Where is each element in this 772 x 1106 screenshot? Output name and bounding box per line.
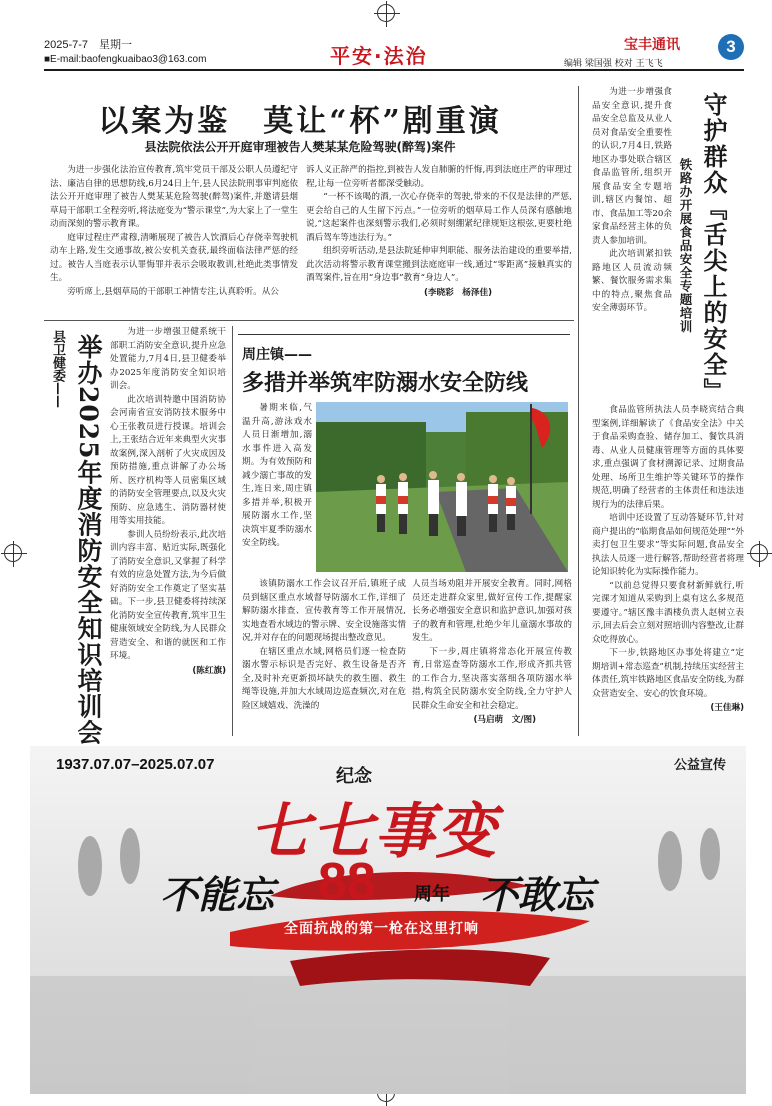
column-divider bbox=[232, 326, 233, 736]
article3-title: 守护群众『舌尖上的安全』 bbox=[699, 92, 728, 404]
page-header bbox=[44, 32, 744, 68]
article1-author: (李晓彩 杨泽佳) bbox=[423, 287, 492, 298]
banner-right-slogan: 不敢忘 bbox=[480, 872, 595, 917]
riverside-group-photo bbox=[316, 402, 568, 572]
column-divider bbox=[578, 86, 579, 736]
article3-author: (王佳琳) bbox=[710, 703, 744, 713]
issue-date: 2025-7-7 星期一 bbox=[44, 39, 133, 51]
paragraph: 为进一步增强食品安全意识,提升食品安全总监及从业人员对食品安全重要性的认识,7月4日,铁路地区办事处联合辖区食品监管所,组织开展食品安全专题培训,辖区内餐馆、超市、食品加工等20余家食品经营主体的负责人参加培训。 bbox=[592, 87, 672, 246]
paragraph: 该镇防溺水工作会议召开后,镇班子成员到辖区重点水域督导防溺水工作,详细了解防溺水排查、宣传教育等工作开展情况,实地查看水域边的警示牌、安全设施落实情况,并对存在的问题现场提出整改意见。 bbox=[242, 579, 406, 643]
paragraph: 在辖区重点水域,网格员们逐一检查防溺水警示标识是否完好、救生设备是否齐全,及时补充更新损坏缺失的救生圈、救生绳等设施,并加大水域周边巡查频次,对在危险区域嬉戏、洗澡的 bbox=[242, 646, 406, 711]
registration-mark-right bbox=[750, 544, 768, 562]
banner-left-slogan: 不能忘 bbox=[160, 872, 275, 917]
article3-column-top bbox=[592, 86, 672, 316]
paragraph: 参训人员纷纷表示,此次培训内容丰富、贴近实际,既强化了消防安全意识,又掌握了科学有效的应急处置方法,为今后做好消防安全工作奠定了坚实基础。下一步,县卫健委将持续深化消防安全宣传教育,筑牢卫生健康领域安全防线,为人民群众营造安全、和谐的就医和工作环境。 bbox=[110, 529, 226, 661]
article2-title: 多措并举筑牢防溺水安全防线 bbox=[242, 371, 529, 396]
editor-credits: 编辑 梁国强 校对 王飞飞 bbox=[564, 59, 663, 69]
article1-subtitle: 县法院依法公开开庭审理被告人樊某某危险驾驶(醉驾)案件 bbox=[144, 140, 456, 154]
article2-author: (马启萌 文/图) bbox=[473, 715, 536, 725]
paragraph: 人员当场劝阻并开展安全教育。同时,网格员还走进群众家里,做好宣传工作,提醒家长务必增强安全意识和监护意识,加强对孩子的教育和管理,杜绝少年儿童溺水事故的发生。 bbox=[412, 579, 572, 643]
article1-column-2 bbox=[306, 164, 572, 298]
paragraph: 下一步,铁路地区办事处将建立“定期培训+常态巡查”机制,持续压实经营主体责任,筑牢铁路地区食品安全防线,为群众营造安全、安心的饮食环境。 bbox=[592, 648, 744, 699]
article4-kicker: 县卫健委—— bbox=[50, 330, 65, 408]
paper-name: 宝丰通讯 bbox=[624, 37, 680, 53]
article2-wrap-column bbox=[242, 402, 312, 551]
banner-ribbon-text: 全面抗战的第一枪在这里打响 bbox=[284, 921, 479, 937]
article1-title: 以案为鉴 莫让“杯”剧重演 bbox=[98, 104, 502, 139]
banner-label: 公益宣传 bbox=[673, 758, 726, 773]
registration-mark-top bbox=[377, 4, 395, 22]
paragraph: “以前总觉得只要食材新鲜就行,听完课才知道从采购到上桌有这么多规范要遵守。”辖区豫丰酒楼负责人赵树立表示,回去后会立刻对照培训内容整改,让群众吃得放心。 bbox=[592, 580, 744, 645]
article1-column-1 bbox=[50, 164, 298, 299]
banner-years: 88 bbox=[318, 853, 376, 911]
paragraph: 此次培训紧扣铁路地区人员流动频繁、餐饮服务需求集中的特点,聚焦食品安全薄弱环节。 bbox=[592, 249, 672, 313]
paragraph: 暑期来临,气温升高,游泳戏水人员日渐增加,溺水事件进入高发期。为有效预防和减少溺亡事故的发生,连日来,周庄镇多措并举,积极开展防溺水工作,坚决筑牢夏季防溺水安全防线。 bbox=[242, 403, 312, 548]
paragraph: 为进一步强化法治宣传教育,筑牢党员干部及公职人员遵纪守法、廉洁自律的思想防线,6月24日上午,县人民法院刑事审判庭依法公开开庭审理了被告人樊某某危险驾驶(醉驾)案件,并邀请县烟草局干部职工全程旁听,将法庭变为“警示课堂”,为大家上了一堂生动而深刻的警示教育课。 bbox=[50, 165, 298, 229]
paragraph: 旁听席上,县烟草局的干部职工神情专注,认真聆听。从公 bbox=[67, 286, 279, 297]
paragraph: 此次培训特邀中国消防协会河南省宣安消防技术服务中心王张教员进行授课。培训会上,王张结合近年来典型火灾事故案例,深入剖析了火灾成因及预防措施,重点讲解了办公场所、医疗机构等人员密集区域的消防安全管理要点,以及火灾预防、应急逃生、消防器材使用等实用技能。 bbox=[110, 394, 226, 526]
paragraph: 组织旁听活动,是县法院延伸审判职能、服务法治建设的重要举措,此次活动将警示教育课堂搬到法庭庭审一线,通过“零距离”接触真实的酒驾案件,旨在用“身边事”教育“身边人”。 bbox=[306, 246, 572, 283]
article3-subtitle: 铁路办开展食品安全专题培训 bbox=[678, 158, 693, 334]
paragraph: “一杯不该喝的酒,一次心存侥幸的驾驶,带来的不仅是法律的严惩,更会给自己的人生留下污点。”一位旁听的烟草局工作人员深有感触地说,“这起案件也深刻警示我们,必须时刻绷紧纪律规矩这根弦,更要杜绝酒后驾车等违法行为。” bbox=[306, 192, 572, 243]
article2-column-b bbox=[412, 578, 572, 725]
paragraph: 为进一步增强卫健系统干部职工消防安全意识,提升应急处置能力,7月4日,县卫健委举办2025年度消防安全知识培训会。 bbox=[110, 327, 226, 391]
article4-title: 举办2025年度消防安全知识培训会 bbox=[74, 334, 103, 746]
header-rule bbox=[44, 69, 744, 71]
paragraph: 下一步,周庄镇将常态化开展宣传教育,日常巡查等防溺水工作,形成齐抓共管的工作合力,坚决落实落细各项防溺水举措,构筑全民防溺水安全防线,全力守护人民群众生命安全和社会稳定。 bbox=[412, 646, 572, 711]
registration-mark-left bbox=[4, 544, 22, 562]
page-number: 3 bbox=[718, 34, 744, 60]
banner-years-unit: 周年 bbox=[414, 884, 450, 905]
banner-dates: 1937.07.07–2025.07.07 bbox=[56, 756, 215, 773]
article2-column-a bbox=[242, 578, 406, 713]
article3-column-bottom bbox=[592, 404, 744, 713]
contact-email: ■E-mail:baofengkuaibao3@163.com bbox=[44, 54, 207, 65]
section-title: 平安·法治 bbox=[330, 44, 428, 68]
article2-photo bbox=[316, 402, 568, 572]
commemoration-banner bbox=[30, 746, 746, 1094]
paragraph: 诉人义正辞严的指控,到被告人发自肺腑的忏悔,再到法庭庄严的审理过程,让每一位旁听者都深受触动。 bbox=[306, 165, 572, 189]
paragraph: 食品监管所执法人员李晓宾结合典型案例,详细解读了《食品安全法》中关于食品采购查验、储存加工、餐饮具消毒、从业人员健康管理等方面的具体要求,重点强调了食材溯源记录、过期食品处理、场所卫生维护等关键环节的操作规范,明确了经营者的主体责任和违法违规行为的法律后果。 bbox=[592, 405, 744, 510]
banner-event-title: 七七事变 bbox=[250, 797, 498, 867]
article2-kicker: 周庄镇—— bbox=[242, 347, 312, 363]
article4-column bbox=[110, 326, 226, 676]
paragraph: 培训中还设置了互动答疑环节,针对商户提出的“临期食品如何规范处理”“外卖打包卫生要求”等实际问题,食品安全执法人员逐一进行解答,帮助经营者将理论知识转化为实际操作能力。 bbox=[592, 513, 744, 577]
banner-commemorate: 纪念 bbox=[336, 766, 372, 787]
article4-author: (陈红旗) bbox=[192, 665, 226, 676]
article-divider bbox=[44, 320, 574, 321]
article2-top-rule bbox=[238, 334, 570, 335]
paragraph: 庭审过程庄严肃穆,清晰展现了被告人饮酒后心存侥幸驾驶机动车上路,发生交通事故,被公安机关查获,最终面临法律严惩的经过。被告人当庭表示认罪悔罪并表示会吸取教训,杜绝此类事情发生。 bbox=[50, 232, 298, 283]
